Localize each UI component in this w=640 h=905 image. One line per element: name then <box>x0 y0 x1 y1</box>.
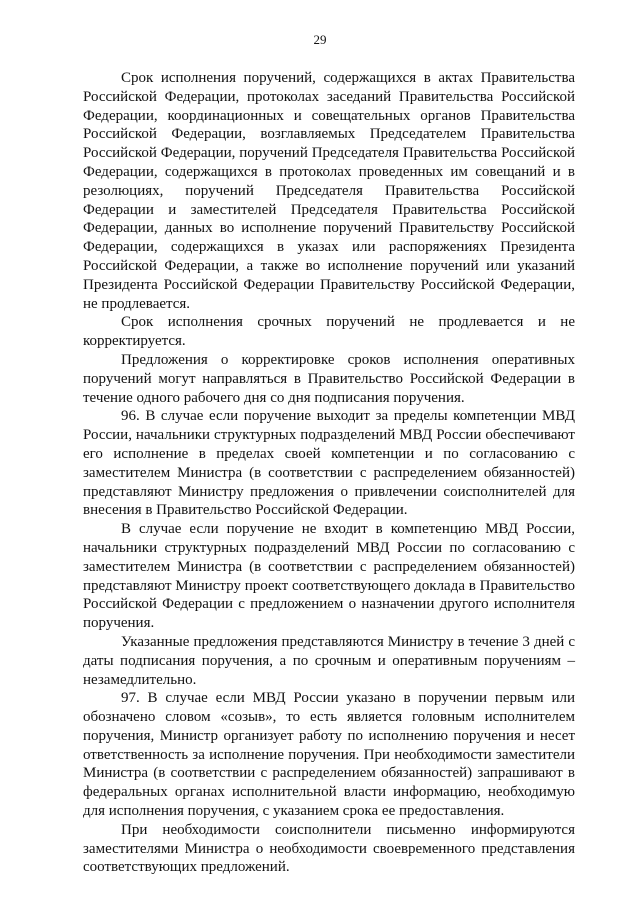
paragraph-outside-competence: В случае если поручение не входит в компетенцию МВД России, начальники структурных подразделений МВД России по согласованию с заместителем Министра (в соответствии с распределением обязанностей) представляют Министру проект соответствующего доклада в Правительство Российской Федерации с предложением о назначении другого исполнителя поручения. <box>83 521 575 632</box>
paragraph-co-executors: При необходимости соисполнители письменно информируются заместителями Министра о необходимости своевременного представления соответствующих предложений. <box>83 821 575 876</box>
paragraph-urgent-orders: Срок исполнения срочных поручений не продлевается и не корректируется. <box>83 314 575 350</box>
paragraph-proposals-deadline: Указанные предложения представляются Министру в течение 3 дней с даты подписания поручения, а по срочным и оперативным поручениям – незамедлительно. <box>83 633 575 688</box>
paragraph-item-96: 96. В случае если поручение выходит за пределы компетенции МВД России, начальники структурных подразделений МВД России обеспечивают его исполнение в пределах своей компетенции и по согласованию с заместителем Министра (в соответствии с распределением обязанностей) представляют Министру предложения о привлечении соисполнителей для внесения в Правительство Российской Федерации. <box>83 408 575 519</box>
page-number: 29 <box>313 32 327 47</box>
document-body <box>83 69 575 877</box>
paragraph-operational-orders: Предложения о корректировке сроков исполнения оперативных поручений могут направляться в Правительство Российской Федерации в течение одного рабочего дня со дня подписания поручения. <box>83 351 575 406</box>
paragraph-item-97: 97. В случае если МВД России указано в поручении первым или обозначено словом «созыв», то есть является головным исполнителем поручения, Министр организует работу по исполнению поручения и несет ответственность за исполнение поручения. При необходимости заместители Министра (в соответствии с распределением обязанностей) запрашивают в федеральных органах исполнительной власти информацию, необходимую для исполнения поручения, с указанием срока ее предоставления. <box>83 690 575 820</box>
paragraph-term-not-extended: Срок исполнения поручений, содержащихся в актах Правительства Российской Федерации, протоколах заседаний Правительства Российской Федерации, координационных и совещательных органов Правительства Российской Федерации, возглавляемых Председателем Правительства Российской Федерации, поручений Председателя Правительства Российской Федерации, содержащихся в протоколах проведенных им совещаний и в резолюциях, поручений Председателя Правительства Российской Федерации и заместителей Председателя Правительства Российской Федерации, данных во исполнение поручений Правительству Российской Федерации, содержащихся в указах или распоряжениях Президента Российской Федерации, а также во исполнение поручений или указаний Президента Российской Федерации Правительству Российской Федерации, не продлевается. <box>83 70 575 312</box>
